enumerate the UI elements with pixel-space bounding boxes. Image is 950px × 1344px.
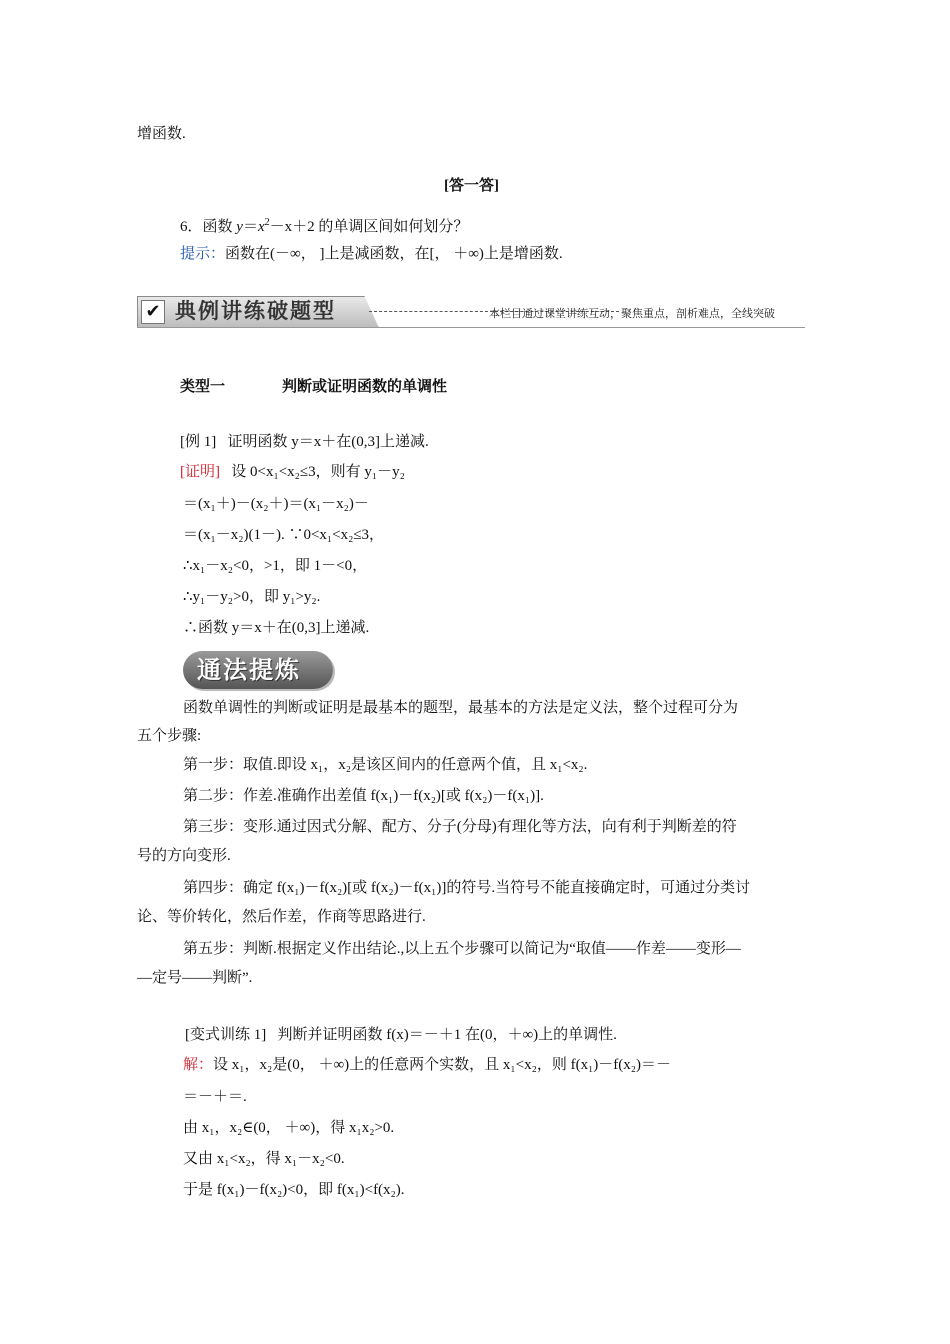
step-4: 第四步：确定 f(x₁)－f(x₂)[或 f(x₂)－f(x₁)]的符号.当符号不能直接确定时，可通过分类讨 [183, 880, 751, 896]
q6-x: x [257, 219, 265, 235]
solution-line-2: ＝－＋＝. [183, 1089, 247, 1105]
step-3-cont: 号的方向变形. [137, 848, 231, 864]
step-3: 第三步：变形.通过因式分解、配方、分子(分母)有理化等方法，向有利于判断差的符 [183, 819, 737, 835]
variant-label: [变式训练 1] [185, 1027, 267, 1043]
variant-text: 判断并证明函数 f(x)＝－＋1 在(0，＋∞)上的单调性. [277, 1027, 617, 1043]
step-2: 第二步：作差.准确作出差值 f(x₁)－f(x₂)[或 f(x₂)－f(x₁)]. [183, 788, 544, 804]
type-title: 判断或证明函数的单调性 [282, 379, 448, 395]
proof-label: [证明] [180, 464, 220, 480]
proof-line-1 [180, 462, 405, 482]
q6-prefix: 6．函数 [180, 219, 237, 235]
hint-text: 函数在(－∞， ]上是减函数，在[， ＋∞)上是增函数. [225, 246, 563, 262]
proof-line-3: ＝(x₁－x₂)(1－). ∵0<x₁<x₂≤3， [183, 527, 385, 543]
solution-line-1 [183, 1055, 671, 1075]
q6-rest: －x＋2 的单调区间如何划分？ [269, 219, 469, 235]
continued-text: 增函数. [137, 126, 186, 142]
method-intro-cont: 五个步骤: [137, 728, 202, 744]
section-banner [137, 296, 805, 330]
step-5: 第五步：判断.根据定义作出结论.,以上五个步骤可以简记为“取值——作差——变形— [183, 941, 741, 957]
question-6 [180, 213, 468, 237]
solution-line-4: 又由 x₁<x₂，得 x₁－x₂<0. [183, 1151, 345, 1167]
step-4-cont: 论、等价转化，然后作差，作商等思路进行. [137, 909, 426, 925]
hint-label: 提示： [180, 246, 226, 262]
qa-heading: [答一答] [444, 178, 499, 194]
method-badge [183, 651, 333, 689]
step-5-cont: —定号——判断”. [137, 970, 253, 986]
proof-text-1: 设 0<x₁<x₂≤3，则有 y₁－y₂ [231, 464, 405, 480]
q6-eq: ＝ [242, 219, 258, 235]
proof-line-4: ∴x₁－x₂<0，>1，即 1－<0， [183, 558, 368, 574]
proof-line-6: ∴函数 y＝x＋在(0,3]上递减. [183, 620, 370, 636]
proof-line-5: ∴y₁－y₂>0，即 y₁>y₂. [183, 589, 321, 605]
banner-description: 本栏目通过课堂讲练互动，聚焦重点，剖析难点，全线突破 [489, 307, 775, 320]
example-label: [例 1] [180, 434, 217, 450]
banner-title: 典例讲练破题型 [175, 299, 336, 323]
step-1: 第一步：取值.即设 x₁，x₂是该区间内的任意两个值，且 x₁<x₂. [183, 757, 588, 773]
hint [180, 244, 563, 264]
example-1 [180, 432, 429, 452]
solution-label: 解： [183, 1057, 214, 1073]
proof-line-2: ＝(x₁＋)－(x₂＋)＝(x₁－x₂)－ [183, 496, 369, 512]
q6-y: y [236, 219, 243, 235]
solution-text-1: 设 x₁，x₂是(0， ＋∞)上的任意两个实数，且 x₁<x₂，则 f(x₁)－f(x₂)＝－ [213, 1057, 672, 1073]
variant-question [185, 1025, 617, 1045]
method-intro: 函数单调性的判断或证明是最基本的题型，最基本的方法是定义法，整个过程可分为 [183, 700, 739, 716]
solution-line-3: 由 x₁，x₂∈(0， ＋∞)，得 x₁x₂>0. [183, 1120, 395, 1136]
solution-line-5: 于是 f(x₁)－f(x₂)<0，即 f(x₁)<f(x₂). [183, 1182, 405, 1198]
method-badge-text: 通法提炼 [197, 656, 301, 684]
banner-rule [137, 327, 805, 328]
example-text: 证明函数 y＝x＋在(0,3]上递减. [227, 434, 429, 450]
check-icon: ✔ [141, 300, 165, 324]
q6-exponent: 2 [264, 217, 270, 228]
type-label: 类型一 [180, 379, 226, 395]
